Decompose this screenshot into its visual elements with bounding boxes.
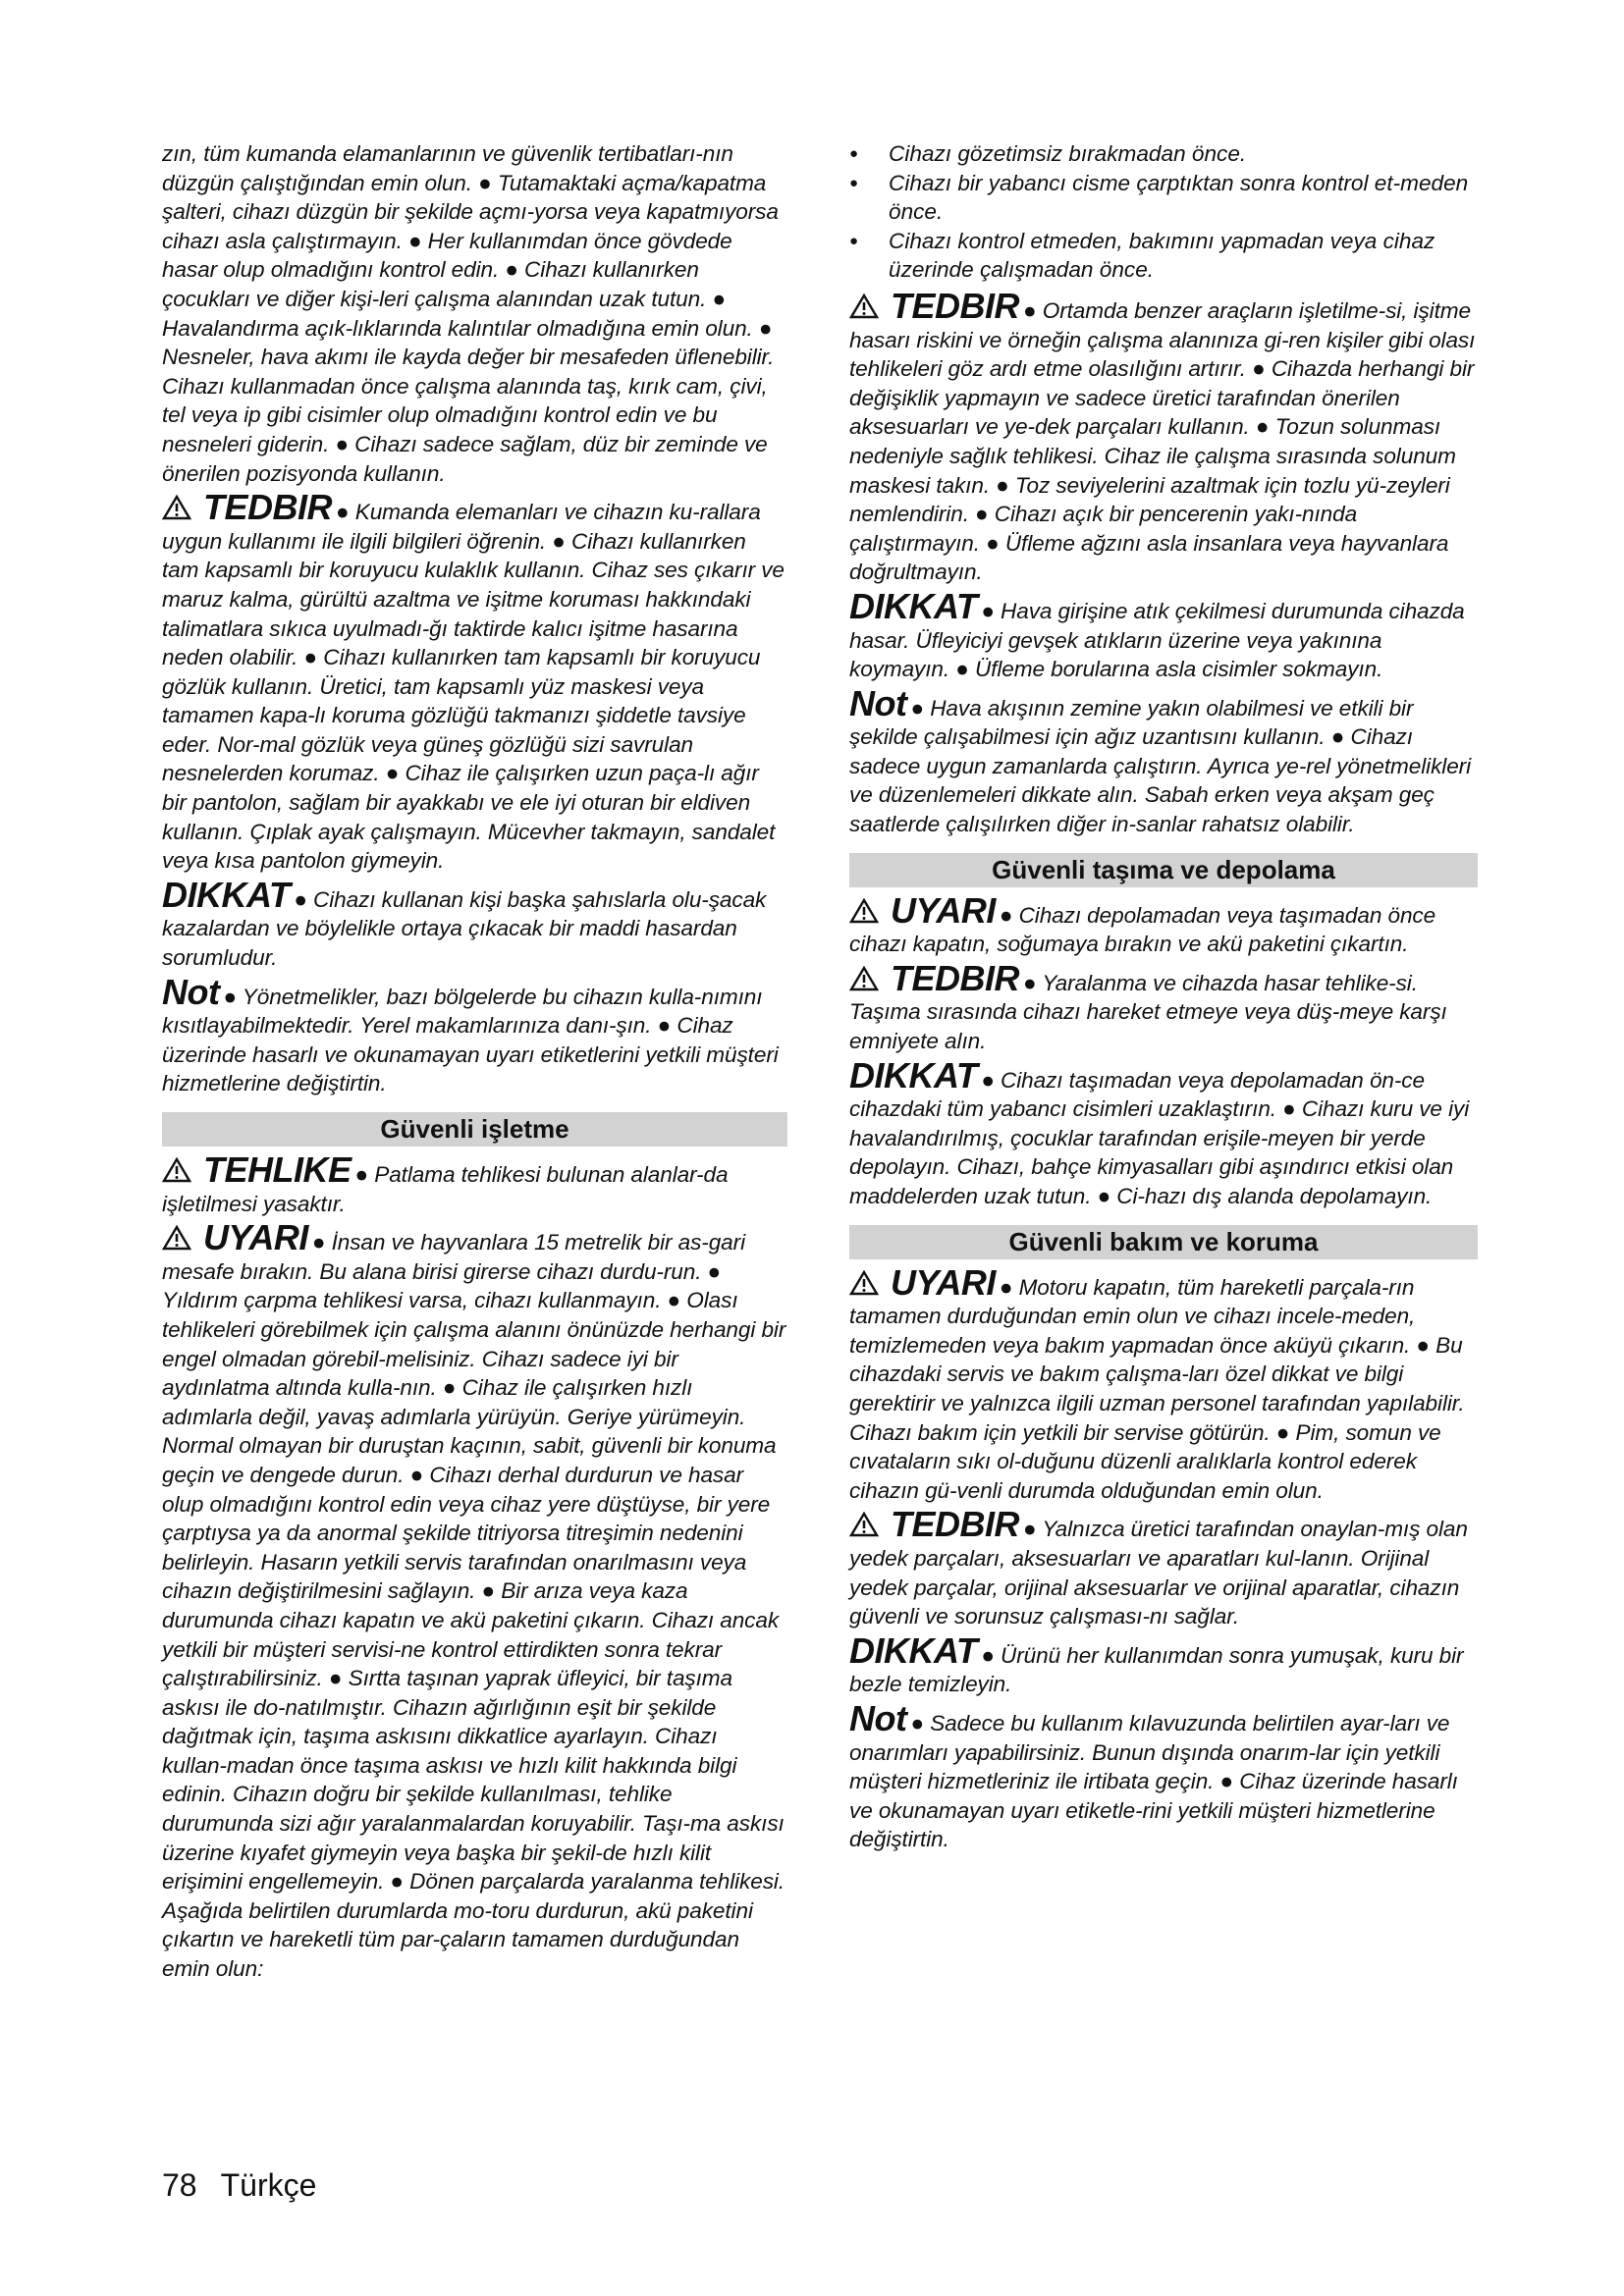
dikkat-notice <box>849 585 1478 684</box>
right-column <box>849 139 1478 1856</box>
dikkat-label: DIKKAT <box>849 1054 978 1095</box>
tedbir-label: TEDBIR <box>203 487 332 528</box>
warning-triangle-icon <box>849 294 879 319</box>
uyari-notice <box>162 1217 787 1983</box>
dikkat-label: DIKKAT <box>162 874 291 915</box>
uyari-label: UYARI <box>891 889 996 931</box>
not-text: ● Hava akışının zemine yakın olabilmesi ve etkili bir şekilde çalışabilmesi için ağız uzantısını kullanın. ● Cihazı sadece uygun zamanlarda çalıştırın. Ayrıca ye-rel yönetmelikleri ve düzenlemeleri dikkate alın. Sabah erken veya akşam geç saatlerde çalışılırken diğer in-sanlar rahatsız olabilir. <box>849 695 1471 837</box>
tehlike-notice <box>162 1149 787 1218</box>
dikkat-text: ● Hava girişine atık çekilmesi durumunda cihazda hasar. Üfleyiciyi gevşek atıkların üzerine veya yakınına koymayın. ● Üfleme borularına asla cisimler sokmayın. <box>849 598 1465 682</box>
section-heading-transport-storage: Güvenli taşıma ve depolama <box>849 853 1478 887</box>
warning-triangle-icon <box>849 898 879 924</box>
not-text: ● Yönetmelikler, bazı bölgelerde bu cihazın kulla-nımını kısıtlayabilmektedir. Yerel makamlarınıza danı-şın. ● Cihaz üzerinde hasarlı ve okunamayan uyarı etiketlerini yetkili müşteri hizmetlerine değiştirtin. <box>162 984 779 1096</box>
not-label: Not <box>162 971 220 1012</box>
left-column <box>162 139 787 1986</box>
dikkat-label: DIKKAT <box>849 585 978 626</box>
tedbir-text: ● Ortamda benzer araçların işletilme-si, işitme hasarı riskini ve örneğin çalışma alanınıza gi-ren kişiler gibi olası tehlikeleri göz ardı etme olasılığını artırır. ● Cihazda herhangi bir değişiklik yapmayın ve sadece üretici tarafından önerilen aksesuarları ve ye-dek parçaları kullanın. ● Tozun solunması nedeniyle sağlık tehlikesi. Cihaz ile çalışma sırasında solunum maskesi takın. ● Toz seviyelerini azaltmak için tozlu yü-zeyleri nemlendirin. ● Cihazı açık bir pencerenin yakı-nında çalıştırmayın. ● Üfleme ağzını asla insanlara veya hayvanlara doğrultmayın. <box>849 297 1476 585</box>
tedbir-label: TEDBIR <box>891 285 1019 326</box>
page-footer <box>162 2167 340 2204</box>
uyari-notice <box>849 1261 1478 1506</box>
not-text: ● Sadece bu kullanım kılavuzunda belirtilen ayar-ları ve onarımları yapabilirsiniz. Bunun dışında onarım-lar için yetkili müşteri hizmetleriniz ile irtibata geçin. ● Cihaz üzerinde hasarlı ve okunamayan uyarı etiketle-rini yetkili müşteri hizmetlerine değiştirtin. <box>849 1710 1458 1852</box>
tedbir-notice <box>162 487 787 876</box>
warning-triangle-icon <box>162 1157 191 1183</box>
tedbir-text: ● Yaralanma ve cihazda hasar tehlike-si. Taşıma sırasında cihazı hareket etmeye veya düş-meye karşı emniyete alın. <box>849 970 1447 1054</box>
tedbir-notice <box>849 285 1478 587</box>
tedbir-text: ● Yalnızca üretici tarafından onaylan-mış olan yedek parçaları, aksesuarları ve aparatları kul-lanın. Orijinal yedek parçalar, orijinal aksesuarlar ve orijinal aparatlar, cihazın güvenli ve sorunsuz çalışması-nı sağlar. <box>849 1517 1468 1629</box>
tehlike-label: TEHLIKE <box>203 1149 352 1190</box>
dikkat-notice <box>162 874 787 973</box>
uyari-label: UYARI <box>891 1261 996 1303</box>
intro-paragraph: zın, tüm kumanda elamanlarının ve güvenlik tertibatları-nın düzgün çalıştığından emin olun. ● Tutamaktaki açma/kapatma şalteri, cihazı düzgün bir şekilde açmı-yorsa veya kapatmıyorsa cihazı asla çalıştırmayın. ● Her kullanımdan önce gövdede hasar olup olmadığını kontrol edin. ● Cihazı kullanırken çocukları ve diğer kişi-leri çalışma alanından uzak tutun. ● Havalandırma açık-lıklarında kalıntılar olmadığına emin olun. ● Nesneler, hava akımı ile kayda değer bir mesafeden üflenebilir. Cihazı kullanmadan önce çalışma alanında taş, kırık cam, çivi, tel veya ip gibi cisimler olup olmadığını kontrol edin ve bu nesneleri giderin. ● Cihazı sadece sağlam, düz bir zeminde ve önerilen pozisyonda kullanın. <box>162 141 779 486</box>
list-item: ● Cihazı bir yabancı cisme çarptıktan sonra kontrol et-meden önce. <box>849 169 1478 227</box>
uyari-label: UYARI <box>203 1217 308 1258</box>
tedbir-notice <box>849 1504 1478 1630</box>
tedbir-label: TEDBIR <box>891 957 1019 998</box>
uyari-notice <box>849 889 1478 959</box>
section-heading-safe-operation: Güvenli işletme <box>162 1112 787 1147</box>
not-notice <box>162 971 787 1098</box>
not-label: Not <box>849 682 907 723</box>
not-notice <box>849 682 1478 839</box>
dikkat-notice <box>849 1054 1478 1211</box>
dikkat-notice <box>849 1629 1478 1699</box>
dikkat-text: ● Cihazı kullanan kişi başka şahıslarla olu-şacak kazalardan ve böylelikle ortaya çıkacak bir maddi hasardan sorumludur. <box>162 886 767 971</box>
uyari-text: ● Motoru kapatın, tüm hareketli parçala-rın tamamen durduğundan emin olun ve cihazı incele-meden, temizlemeden veya bakım yapmadan önce aküyü çıkarın. ● Bu cihazdaki servis ve bakım çalışma-ları özel dikkat ve bilgi gerektirir ve yalnızca ilgili uzman personel tarafından yapılabilir. Cihazı bakım için yetkili bir servise götürün. ● Pim, somun ve cıvataların sıkı ol-duğunu düzenli aralıklarla kontrol ederek cihazın gü-venli durumda olduğundan emin olun. <box>849 1274 1465 1503</box>
warning-triangle-icon <box>849 966 879 991</box>
section-heading-maintenance: Güvenli bakım ve koruma <box>849 1225 1478 1259</box>
not-label: Not <box>849 1697 907 1738</box>
dikkat-text: ● Cihazı taşımadan veya depolamadan ön-ce cihazdaki tüm yabancı cisimleri uzaklaştırın. ● Cihazı kuru ve iyi havalandırılmış, çocuklar tarafından erişile-meyen bir yerde depolayın. Cihazı, bahçe kimyasalları gibi aşındırıcı etkisi olan maddelerden uzak tutun. ● Ci-hazı dış alanda depolamayın. <box>849 1067 1470 1208</box>
tehlike-text: ● Patlama tehlikesi bulunan alanlar-da işletilmesi yasaktır. <box>162 1162 729 1216</box>
stop-conditions-list <box>849 139 1478 285</box>
tedbir-text: ● Kumanda elemanları ve cihazın ku-rallara uygun kullanımı ile ilgili bilgileri öğrenin. ● Cihazı kullanırken tam kapsamlı bir koruyucu kulaklık kullanın. Cihaz ses çıkarır ve maruz kalma, gürültü azaltma ve işitme koruması hakkındaki talimatlara sıkıca uyulmadı-ğı taktirde kalıcı işitme hasarına neden olabilir. ● Cihazı kullanırken tam kapsamlı bir koruyucu gözlük kullanın. Üretici, tam kapsamlı yüz maskesi veya tamamen kapa-lı koruma gözlüğü takmanızı şiddetle tavsiye eder. Nor-mal gözlük veya güneş gözlüğü sizi savrulan nesnelerden korumaz. ● Cihaz ile çalışırken uzun paça-lı ağır bir pantolon, sağlam bir ayakkabı ve ele iyi oturan bir eldiven kullanın. Çıplak ayak çalışmayın. Mücevher takmayın, sandalet veya kısa pantolon giymeyin. <box>162 500 785 874</box>
dikkat-label: DIKKAT <box>849 1629 978 1671</box>
tedbir-label: TEDBIR <box>891 1504 1019 1545</box>
footer-language: Türkçe <box>220 2167 317 2203</box>
list-item: ● Cihazı gözetimsiz bırakmadan önce. <box>849 139 1478 169</box>
uyari-text: ● İnsan ve hayvanlara 15 metrelik bir as-gari mesafe bırakın. Bu alana birisi girerse cihazı durdu-run. ● Yıldırım çarpma tehlikesi varsa, cihazı kullanmayın. ● Olası tehlikeleri görebilmek için çalışma alanını önünüzde herhangi bir engel olmadan görebil-melisiniz. Cihazı sadece iyi bir aydınlatma altında kulla-nın. ● Cihaz ile çalışırken hızlı adımlarla değil, yavaş adımlarla yürüyün. Geriye yürümeyin. Normal olmayan bir duruştan kaçının, sabit, güvenli bir konuma geçin ve dengede durun. ● Cihazı derhal durdurun ve hasar olup olmadığını kontrol edin veya cihaz yere düştüyse, bir yere çarptıysa ya da anormal şekilde titriyorsa titreşimin nedenini belirleyin. Hasarın yetkili servis tarafından onarılmasını veya cihazın değiştirilmesini sağlayın. ● Bir arıza veya kaza durumunda cihazı kapatın ve akü paketini çıkarın. Cihazı ancak yetkili bir müşteri servisi-ne kontrol ettirdikten sonra tekrar çalıştırabilirsiniz. ● Sırtta taşınan yaprak üfleyici, bir taşıma askısı ile do-natılmıştır. Cihazın ağırlığının eşit bir şekilde dağıtmak için, taşıma askısını dikkatlice ayarlayın. Cihazı kullan-madan önce taşıma askısı ve hızlı kilit hakkında bilgi edinin. Cihazın doğru bir şekilde kullanılması, tehlike durumunda sizi ağır yaralanmalardan koruyabilir. Taşı-ma askısı üzerine kıyafet giymeyin veya başka bir şekil-de hızlı kilit erişimini engellemeyin. ● Dönen parçalarda yaralanma tehlikesi. Aşağıda belirtilen durumlarda mo-toru durdurun, akü paketini çıkartın ve hareketli tüm par-çaların tamamen durduğundan emin olun: <box>162 1230 786 1982</box>
not-notice <box>849 1697 1478 1854</box>
warning-triangle-icon <box>849 1270 879 1296</box>
warning-triangle-icon <box>162 495 191 520</box>
dikkat-text: ● Ürünü her kullanımdan sonra yumuşak, kuru bir bezle temizleyin. <box>849 1642 1464 1697</box>
tedbir-notice <box>849 957 1478 1056</box>
page-number: 78 <box>162 2167 197 2203</box>
warning-triangle-icon <box>849 1512 879 1537</box>
uyari-text: ● Cihazı depolamadan veya taşımadan önce cihazı kapatın, soğumaya bırakın ve akü paketini çıkartın. <box>849 902 1436 957</box>
list-item: ● Cihazı kontrol etmeden, bakımını yapmadan veya cihaz üzerinde çalışmadan önce. <box>849 227 1478 285</box>
warning-triangle-icon <box>162 1225 191 1251</box>
